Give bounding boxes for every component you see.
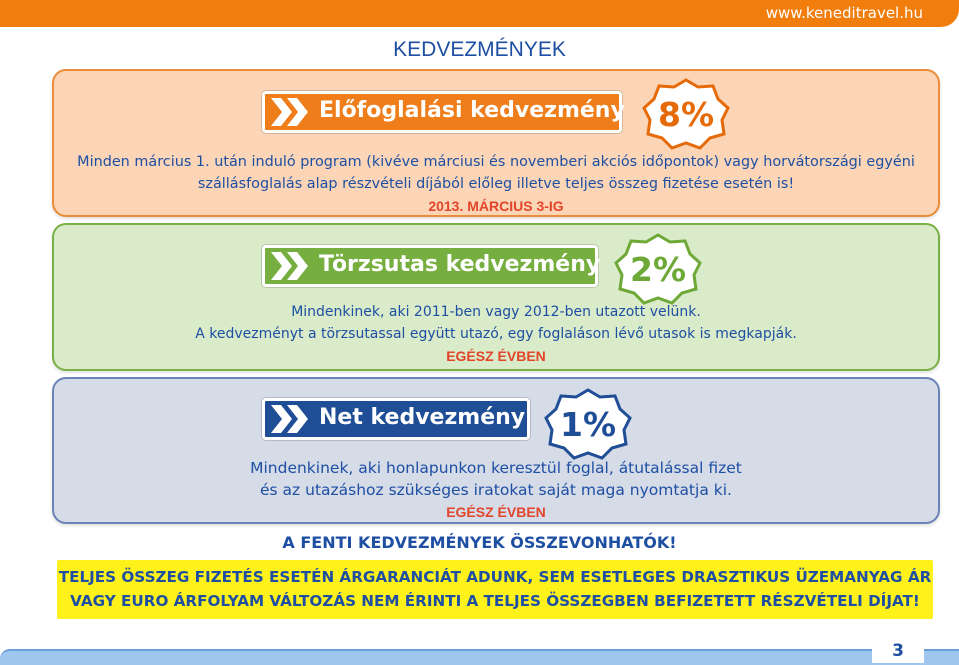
net-discount-line-1: Mindenkinek, aki honlapunkon keresztül foglal, átutalással fizet — [250, 459, 742, 477]
early-booking-banner — [262, 91, 625, 133]
cumulative-note: A FENTI KEDVEZMÉNYEK ÖSSZEVONHATÓK! — [282, 533, 677, 552]
net-discount-validity: EGÉSZ ÉVBEN — [446, 504, 546, 520]
early-booking-title: Előfoglalási kedvezmény — [319, 98, 625, 123]
loyalty-validity: EGÉSZ ÉVBEN — [446, 348, 546, 364]
net-discount-title: Net kedvezmény — [319, 405, 526, 430]
net-discount-text — [52, 457, 940, 523]
double-chevron-right-icon — [269, 404, 313, 434]
page-number: 3 — [872, 637, 924, 663]
price-guarantee-line-2: VAGY EURO ÁRFOLYAM VÁLTOZÁS NEM ÉRINTI A TELJES ÖSSZEGBEN BEFIZETETT RÉSZVÉTELI DÍJAT! — [70, 592, 920, 610]
early-booking-line-2: szállásfoglalás alap részvételi díjából előleg illetve teljes összeg fizetése esetén is! — [197, 176, 795, 192]
loyalty-title: Törzsutas kedvezmény — [319, 252, 601, 277]
double-chevron-right-icon — [269, 97, 313, 127]
early-booking-line-1: Minden március 1. után induló program (kivéve márciusi és novemberi akciós időpontok) vagy horvátországi egyéni — [77, 154, 915, 170]
early-booking-validity: 2013. MÁRCIUS 3-IG — [428, 198, 564, 214]
net-discount-line-2: és az utazáshoz szükséges iratokat saját maga nyomtatja ki. — [260, 481, 732, 499]
page-title: KEDVEZMÉNYEK — [393, 38, 566, 61]
site-url[interactable]: www.keneditravel.hu — [765, 4, 923, 22]
price-guarantee-line-1: TELJES ÖSSZEG FIZETÉS ESETÉN ÁRGARANCIÁT ADUNK, SEM ESETLEGES DRASZTIKUS ÜZEMANYAG ÁR — [58, 568, 932, 586]
loyalty-badge — [613, 233, 703, 305]
net-discount-banner — [262, 398, 530, 440]
loyalty-banner — [262, 245, 601, 287]
loyalty-line-1: Mindenkinek, aki 2011-ben vagy 2012-ben utazott velünk. — [291, 304, 701, 320]
double-chevron-right-icon — [269, 251, 313, 281]
net-discount-percent: 1% — [559, 404, 617, 444]
price-guarantee-box — [57, 560, 933, 619]
loyalty-text — [52, 301, 940, 367]
loyalty-percent: 2% — [629, 249, 687, 289]
early-booking-percent: 8% — [657, 94, 715, 134]
net-discount-badge — [544, 388, 632, 460]
early-booking-text — [52, 151, 940, 217]
early-booking-badge — [642, 78, 730, 150]
top-bar — [0, 0, 959, 27]
loyalty-line-2: A kedvezményt a törzsutassal együtt utazó, egy foglaláson lévő utasok is megkapják. — [195, 326, 797, 342]
